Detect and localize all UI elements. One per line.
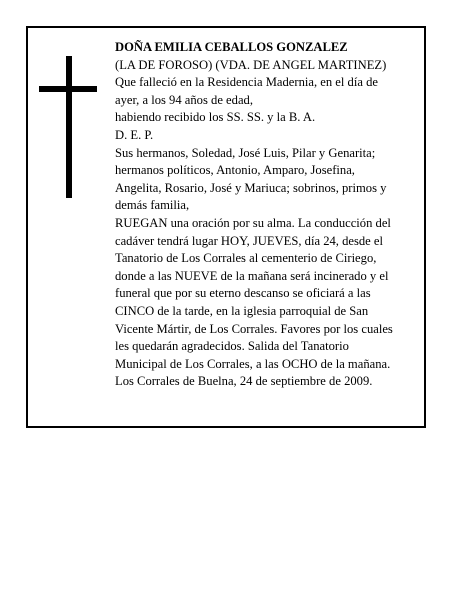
- text-line: Sus hermanos, Soledad, José Luis, Pilar y Genarita;: [115, 145, 376, 160]
- obituary-notice: [26, 26, 426, 428]
- text-line: Municipal de Los Corrales, a las OCHO de la mañana.: [115, 356, 391, 371]
- text-line: Angelita, Rosario, José y Mariuca; sobrinos, primos y: [115, 180, 387, 195]
- cross-icon-horizontal-bar: [39, 86, 97, 92]
- text-line: demás familia,: [115, 198, 190, 213]
- text-line: Tanatorio de Los Corrales al cementerio de Ciriego,: [115, 251, 377, 266]
- cross-icon-vertical-bar: [66, 56, 72, 198]
- place-date-line: Los Corrales de Buelna, 24 de septiembre de 2009.: [115, 374, 373, 389]
- text-line: cadáver tendrá lugar HOY, JUEVES, día 24, desde el: [115, 233, 384, 248]
- text-line: les quedarán agradecidos. Salida del Tanatorio: [115, 339, 349, 354]
- obituary-text: [115, 39, 425, 391]
- text-line: donde a las NUEVE de la mañana será incinerado y el: [115, 268, 389, 283]
- text-line: RUEGAN una oración por su alma. La conducción del: [115, 215, 391, 230]
- deceased-name: DOÑA EMILIA CEBALLOS GONZALEZ: [115, 40, 348, 54]
- rip-line: D. E. P.: [115, 127, 154, 142]
- text-line: Que falleció en la Residencia Madernia, en el día de: [115, 75, 378, 90]
- text-line: funeral que por su eterno descanso se oficiará a las: [115, 286, 371, 301]
- text-line: CINCO de la tarde, en la iglesia parroquial de San: [115, 303, 369, 318]
- text-line: Vicente Mártir, de Los Corrales. Favores por los cuales: [115, 321, 393, 336]
- deceased-nickname: (LA DE FOROSO) (VDA. DE ANGEL MARTINEZ): [115, 57, 387, 72]
- text-line: hermanos políticos, Antonio, Amparo, Josefina,: [115, 163, 355, 178]
- text-line: habiendo recibido los SS. SS. y la B. A.: [115, 110, 316, 125]
- text-line: ayer, a los 94 años de edad,: [115, 92, 253, 107]
